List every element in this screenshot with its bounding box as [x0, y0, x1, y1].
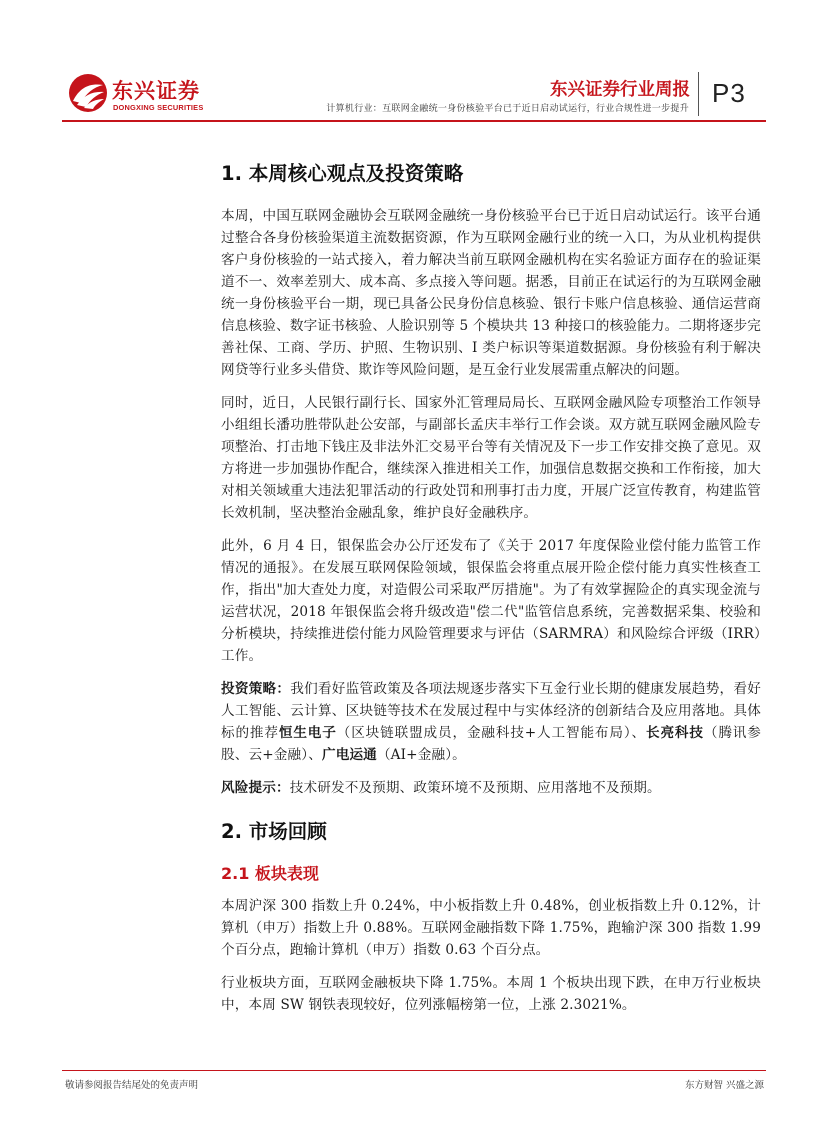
stock-recommendation-2: 长亮科技: [645, 725, 704, 741]
risk-text: 技术研发不及预期、政策环境不及预期、应用落地不及预期。: [289, 780, 661, 796]
report-title: 东兴证券行业周报: [550, 80, 690, 100]
footer-rule: [62, 1070, 766, 1071]
header-divider: [698, 72, 699, 116]
stock-recommendation-1: 恒生电子: [278, 725, 337, 741]
stock-note-2: （腾讯参股、云+金融）、: [221, 725, 761, 763]
section1-heading: 1. 本周核心观点及投资策略: [221, 162, 464, 185]
risk-warning-paragraph: [221, 777, 761, 799]
stock-note-3: （AI+金融）。: [376, 747, 466, 763]
footer-disclaimer: 敬请参阅报告结尾处的免责声明: [65, 1080, 199, 1091]
section2-paragraph-2: 行业板块方面，互联网金融板块下降 1.75%。本周 1 个板块出现下跌，在申万行业板块中，本周 SW 钢铁表现较好，位列涨幅榜第一位，上涨 2.3021%。: [221, 975, 761, 1013]
investment-strategy-paragraph: [221, 678, 761, 766]
report-subtitle: 计算机行业：互联网金融统一身份核验平台已于近日启动试运行，行业合规性进一步提升: [326, 104, 689, 114]
section2-paragraph-1: 本周沪深 300 指数上升 0.24%，中小板指数上升 0.48%，创业板指数上升 0.12%，计算机（申万）指数上升 0.88%。互联网金融指数下降 1.75%，跑输沪深 300 指数 1.99 个百分点，跑输计算机（申万）指数 0.63 个百分点。: [221, 898, 761, 958]
risk-label: 风险提示：: [221, 780, 290, 796]
page-header: [0, 0, 827, 125]
strategy-label: 投资策略：: [221, 681, 291, 697]
section1-paragraph-2: 同时，近日，人民银行副行长、国家外汇管理局局长、互联网金融风险专项整治工作领导小组组长潘功胜带队赴公安部，与副部长孟庆丰举行工作会谈。双方就互联网金融风险专项整治、打击地下钱庄及非法外汇交易平台等有关情况及下一步工作安排交换了意见。双方将进一步加强协作配合，继续深入推进相关工作，加强信息数据交换和工作衔接，加大对相关领域重大违法犯罪活动的行政处罚和刑事打击力度，开展广泛宣传教育，构建监管长效机制，坚决整治金融乱象，维护良好金融秩序。: [221, 395, 761, 521]
logo-text-en: DONGXING SECURITIES: [113, 103, 204, 112]
section2-heading: 2. 市场回顾: [221, 820, 327, 843]
stock-recommendation-3: 广电运通: [321, 747, 377, 763]
logo-text-cn: 东兴证券: [112, 79, 200, 103]
page-number: P3: [712, 78, 746, 108]
header-rule: [62, 120, 766, 122]
section1-paragraph-3: 此外，6 月 4 日，银保监会办公厅还发布了《关于 2017 年度保险业偿付能力监管工作情况的通报》。在发展互联网保险领域，银保监会将重点展开险企偿付能力真实性核查工作，指出"加大查处力度，对造假公司采取严厉措施"。为了有效掌握险企的真实现金流与运营状况，2018 年银保监会将升级改造"偿二代"监管信息系统，完善数据采集、校验和分析模块，持续推进偿付能力风险管理要求与评估（SARMRA）和风险综合评级（IRR）工作。: [221, 538, 761, 664]
strategy-text: 我们看好监管政策及各项法规逐步落实下互金行业长期的健康发展趋势，看好人工智能、云计算、区块链等技术在发展过程中与实体经济的创新结合及应用落地。具体标的推荐: [221, 681, 761, 741]
company-logo: [68, 73, 208, 119]
logo-mark-icon: [68, 73, 108, 113]
section1-paragraph-1: 本周，中国互联网金融协会互联网金融统一身份核验平台已于近日启动试运行。该平台通过整合各身份核验渠道主流数据资源，作为互联网金融行业的统一入口，为从业机构提供客户身份核验的一站式接入，着力解决当前互联网金融机构在实名验证方面存在的验证渠道不一、效率差别大、成本高、多点接入等问题。据悉，目前正在试运行的为互联网金融统一身份核验平台一期，现已具备公民身份信息核验、银行卡账户信息核验、通信运营商信息核验、数字证书核验、人脸识别等 5 个模块共 13 种接口的核验能力。二期将逐步完善社保、工商、学历、护照、生物识别、I 类户标识等渠道数据源。身份核验有利于解决网贷等行业多头借贷、欺诈等风险问题，是互金行业发展需重点解决的问题。: [221, 208, 761, 378]
stock-note-1: （区块链联盟成员，金融科技+人工智能布局）、: [336, 725, 646, 741]
footer-slogan: 东方财智 兴盛之源: [684, 1080, 764, 1091]
report-body: [221, 155, 761, 1016]
subsection-2-1-heading: 2.1 板块表现: [221, 864, 319, 883]
